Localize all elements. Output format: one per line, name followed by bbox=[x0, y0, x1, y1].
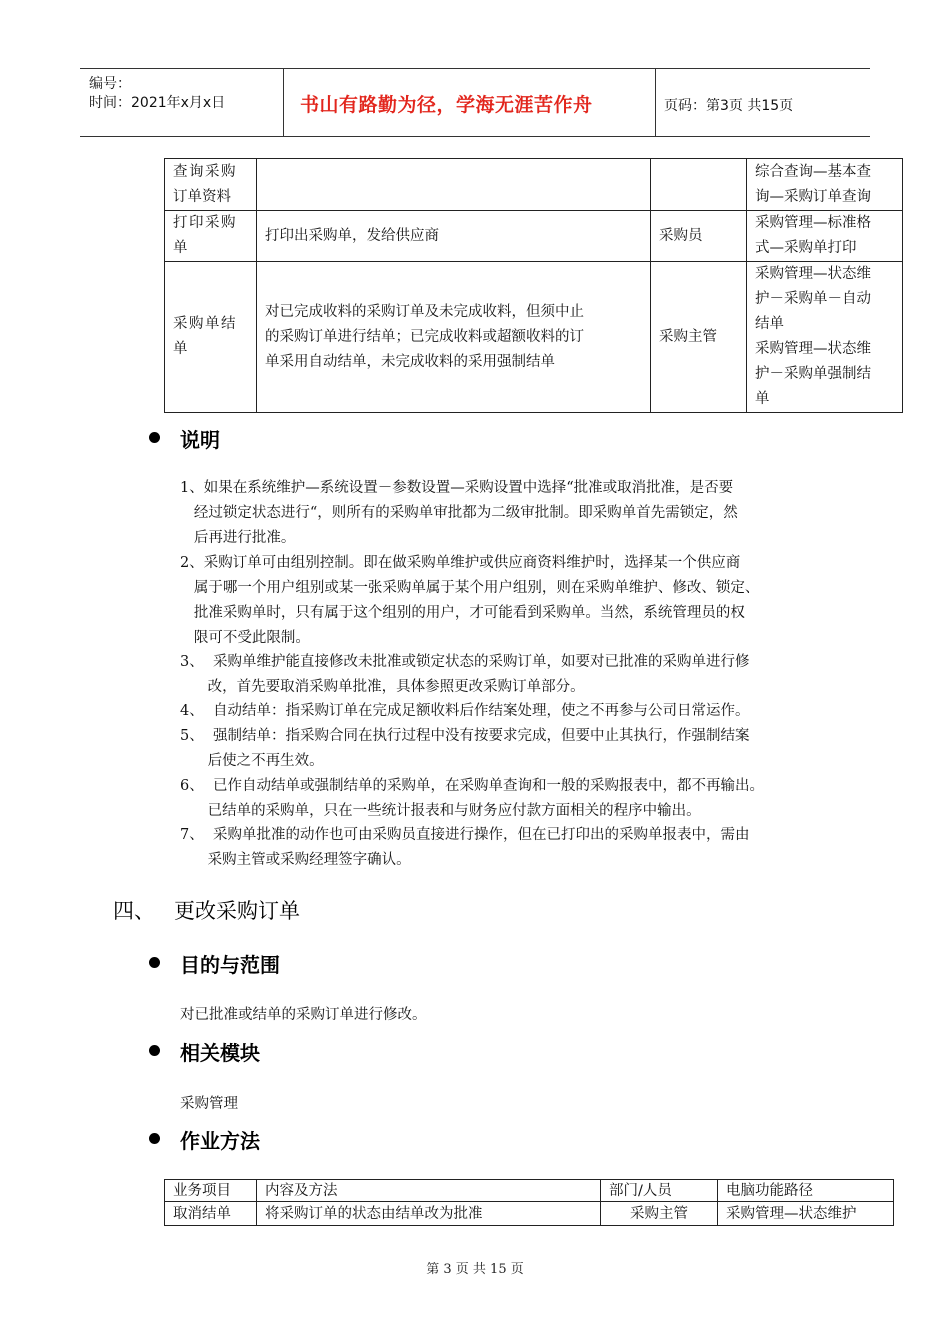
method-table bbox=[164, 1179, 894, 1226]
section-4-heading: 更改采购订单 bbox=[174, 899, 300, 923]
table-header-row bbox=[165, 1180, 894, 1202]
section-4-number: 四、 bbox=[113, 899, 155, 923]
table-cell-item: 采购单结 单 bbox=[165, 262, 257, 413]
bullet-icon bbox=[149, 432, 160, 443]
table-cell-dept: 采购主管 bbox=[651, 262, 747, 413]
table-cell-dept: 采购主管 bbox=[601, 1202, 718, 1226]
table-cell-content: 将采购订单的状态由结单改为批准 bbox=[257, 1202, 601, 1226]
table-header-cell: 部门/人员 bbox=[601, 1180, 718, 1202]
header-divider-right bbox=[655, 68, 656, 136]
table-cell-path: 综合查询—基本查 询—采购订单查询 bbox=[747, 159, 903, 211]
table-cell-dept bbox=[651, 159, 747, 211]
table-cell-item: 打印采购 单 bbox=[165, 211, 257, 262]
note-item-6: 6、 已作自动结单或强制结单的采购单，在采购单查询和一般的采购报表中，都不再输出。 已结单的采购单，只在一些统计报表和与财务应付款方面相关的程序中输出。 bbox=[180, 778, 764, 819]
procedure-table-continued bbox=[164, 158, 903, 413]
table-cell-path: 采购管理—标准格 式—采购单打印 bbox=[747, 211, 903, 262]
header-top-rule bbox=[80, 68, 870, 69]
bullet-icon bbox=[149, 957, 160, 968]
table-row bbox=[165, 262, 903, 413]
bullet-icon bbox=[149, 1045, 160, 1056]
header-page-label: 页码：第3页 共15页 bbox=[664, 98, 794, 114]
table-cell-content: 对已完成收料的采购订单及未完成收料，但须中止 的采购订单进行结单；已完成收料或超额收料的订 单采用自动结单，未完成收料的采用强制结单 bbox=[257, 262, 651, 413]
section-note-title: 说明 bbox=[180, 428, 220, 452]
purpose-text: 对已批准或结单的采购订单进行修改。 bbox=[180, 1007, 427, 1023]
header-bottom-rule bbox=[80, 136, 870, 137]
method-title: 作业方法 bbox=[180, 1129, 260, 1153]
table-cell-item: 查询采购 订单资料 bbox=[165, 159, 257, 211]
table-row bbox=[165, 211, 903, 262]
note-item-3: 3、 采购单维护能直接修改未批准或锁定状态的采购订单，如要对已批准的采购单进行修 改，首先要取消采购单批准，具体参照更改采购订单部分。 bbox=[180, 654, 750, 695]
note-item-1: 1、如果在系统维护—系统设置－参数设置—采购设置中选择“批准或取消批准，是否要 经过锁定状态进行“，则所有的采购单审批都为二级审批制。即采购单首先需锁定，然 后再进行批准。 bbox=[180, 480, 738, 546]
page-footer: 第 3 页 共 15 页 bbox=[426, 1262, 524, 1277]
table-row bbox=[165, 159, 903, 211]
header-motto: 书山有路勤为径，学海无涯苦作舟 bbox=[300, 94, 593, 116]
header-divider-left bbox=[283, 68, 284, 136]
table-cell-path: 采购管理—状态维护 bbox=[718, 1202, 894, 1226]
table-cell-item: 取消结单 bbox=[165, 1202, 257, 1226]
table-cell-path: 采购管理—状态维 护－采购单－自动 结单 采购管理—状态维 护－采购单强制结 单 bbox=[747, 262, 903, 413]
note-item-4: 4、 自动结单：指采购订单在完成足额收料后作结案处理，使之不再参与公司日常运作。 bbox=[180, 703, 750, 719]
note-item-7: 7、 采购单批准的动作也可由采购员直接进行操作，但在已打印出的采购单报表中，需由 采购主管或采购经理签字确认。 bbox=[180, 827, 750, 868]
table-header-cell: 业务项目 bbox=[165, 1180, 257, 1202]
table-cell-dept: 采购员 bbox=[651, 211, 747, 262]
table-header-cell: 内容及方法 bbox=[257, 1180, 601, 1202]
note-item-2: 2、采购订单可由组别控制。即在做采购单维护或供应商资料维护时，选择某一个供应商 属于哪一个用户组别或某一张采购单属于某个用户组别，则在采购单维护、修改、锁定、 批准采购单时，只有属于这个组别的用户，才可能看到采购单。当然，系统管理员的权 限可不受此限制。 bbox=[180, 555, 760, 646]
bullet-icon bbox=[149, 1133, 160, 1144]
table-row bbox=[165, 1202, 894, 1226]
table-header-cell: 电脑功能路径 bbox=[718, 1180, 894, 1202]
header-time-label: 时间：2021年x月x日 bbox=[89, 95, 226, 111]
header-number-label: 编号： bbox=[89, 76, 131, 92]
purpose-title: 目的与范围 bbox=[180, 953, 280, 977]
module-text: 采购管理 bbox=[180, 1096, 238, 1112]
table-cell-content bbox=[257, 159, 651, 211]
table-cell-content: 打印出采购单，发给供应商 bbox=[257, 211, 651, 262]
module-title: 相关模块 bbox=[180, 1041, 260, 1065]
note-item-5: 5、 强制结单：指采购合同在执行过程中没有按要求完成，但要中止其执行，作强制结案 后使之不再生效。 bbox=[180, 728, 750, 769]
